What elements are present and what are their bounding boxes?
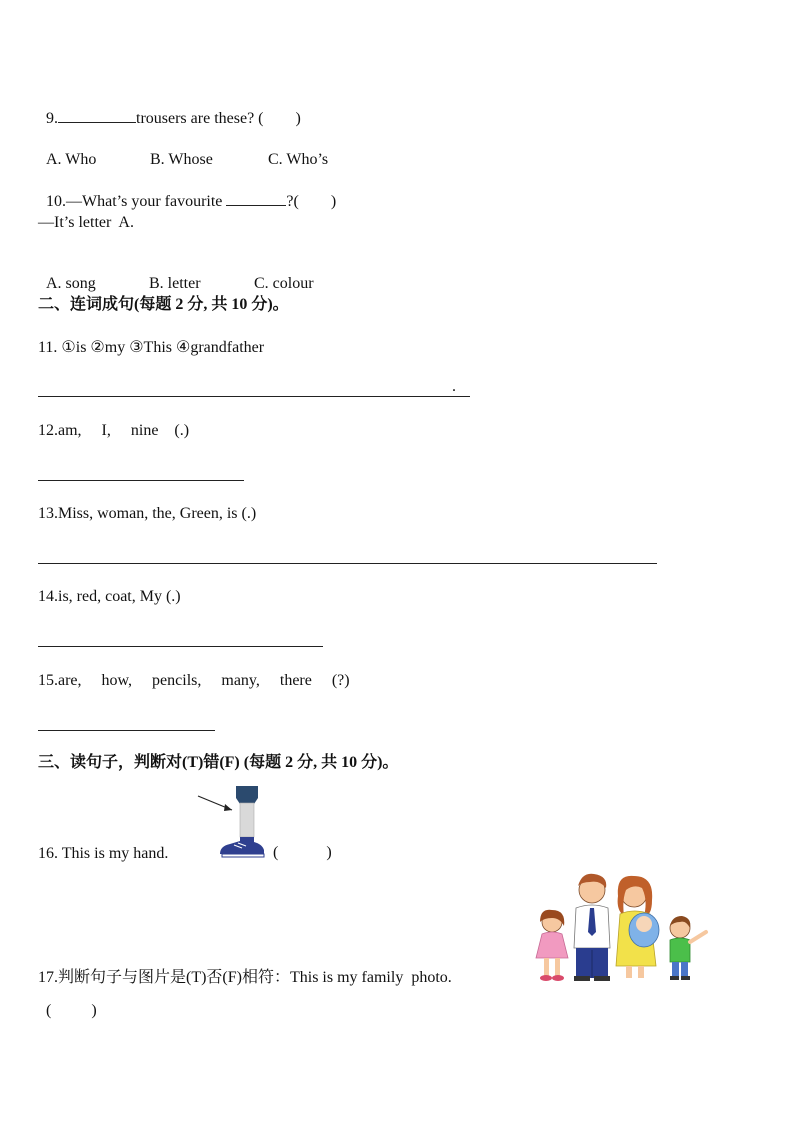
leg-foot-icon — [196, 784, 268, 860]
answer-blank[interactable] — [226, 191, 286, 206]
option-a[interactable]: A. song — [46, 275, 96, 292]
question-10-answer-line: —It’s letter A. — [38, 214, 134, 231]
option-c[interactable]: C. colour — [254, 275, 314, 292]
question-13: 13.Miss, woman, the, Green, is (.) — [38, 505, 257, 522]
question-9-options — [38, 130, 328, 170]
answer-blank[interactable] — [58, 108, 136, 123]
option-b[interactable]: B. letter — [149, 275, 201, 292]
answer-line[interactable] — [38, 480, 244, 481]
question-11: 11. ①is ②my ③This ④grandfather — [38, 339, 265, 356]
section-2-heading: 二、连词成句(每题 2 分, 共 10 分)。 — [38, 296, 289, 313]
answer-line[interactable] — [38, 563, 657, 564]
question-9 — [38, 88, 301, 129]
question-12: 12.am, I, nine (.) — [38, 422, 190, 439]
option-b[interactable]: B. Whose — [150, 151, 213, 168]
question-text: trousers are these? ( ) — [136, 110, 301, 127]
sentence-end-mark: . — [452, 378, 456, 395]
answer-paren[interactable]: ( ) — [273, 844, 332, 861]
answer-line[interactable] — [38, 396, 470, 397]
question-text-after: ?( ) — [286, 193, 337, 210]
question-10-options — [38, 254, 314, 294]
option-a[interactable]: A. Who — [46, 151, 97, 168]
answer-paren[interactable]: ( ) — [46, 1002, 97, 1019]
question-text-before: —What’s your favourite — [66, 193, 227, 210]
answer-line[interactable] — [38, 730, 215, 731]
answer-line[interactable] — [38, 646, 323, 647]
option-c[interactable]: C. Who’s — [268, 151, 329, 168]
question-17: 17.判断句子与图片是(T)否(F)相符：This is my family photo. — [38, 969, 452, 986]
question-16: 16. This is my hand. — [38, 845, 169, 862]
family-illustration — [530, 870, 715, 985]
question-14: 14.is, red, coat, My (.) — [38, 588, 181, 605]
question-15: 15.are, how, pencils, many, there (?) — [38, 672, 350, 689]
question-number: 9. — [46, 110, 58, 127]
question-number: 10. — [46, 193, 66, 210]
question-10 — [38, 171, 336, 212]
section-3-heading: 三、读句子，判断对(T)错(F) (每题 2 分, 共 10 分)。 — [38, 754, 399, 771]
